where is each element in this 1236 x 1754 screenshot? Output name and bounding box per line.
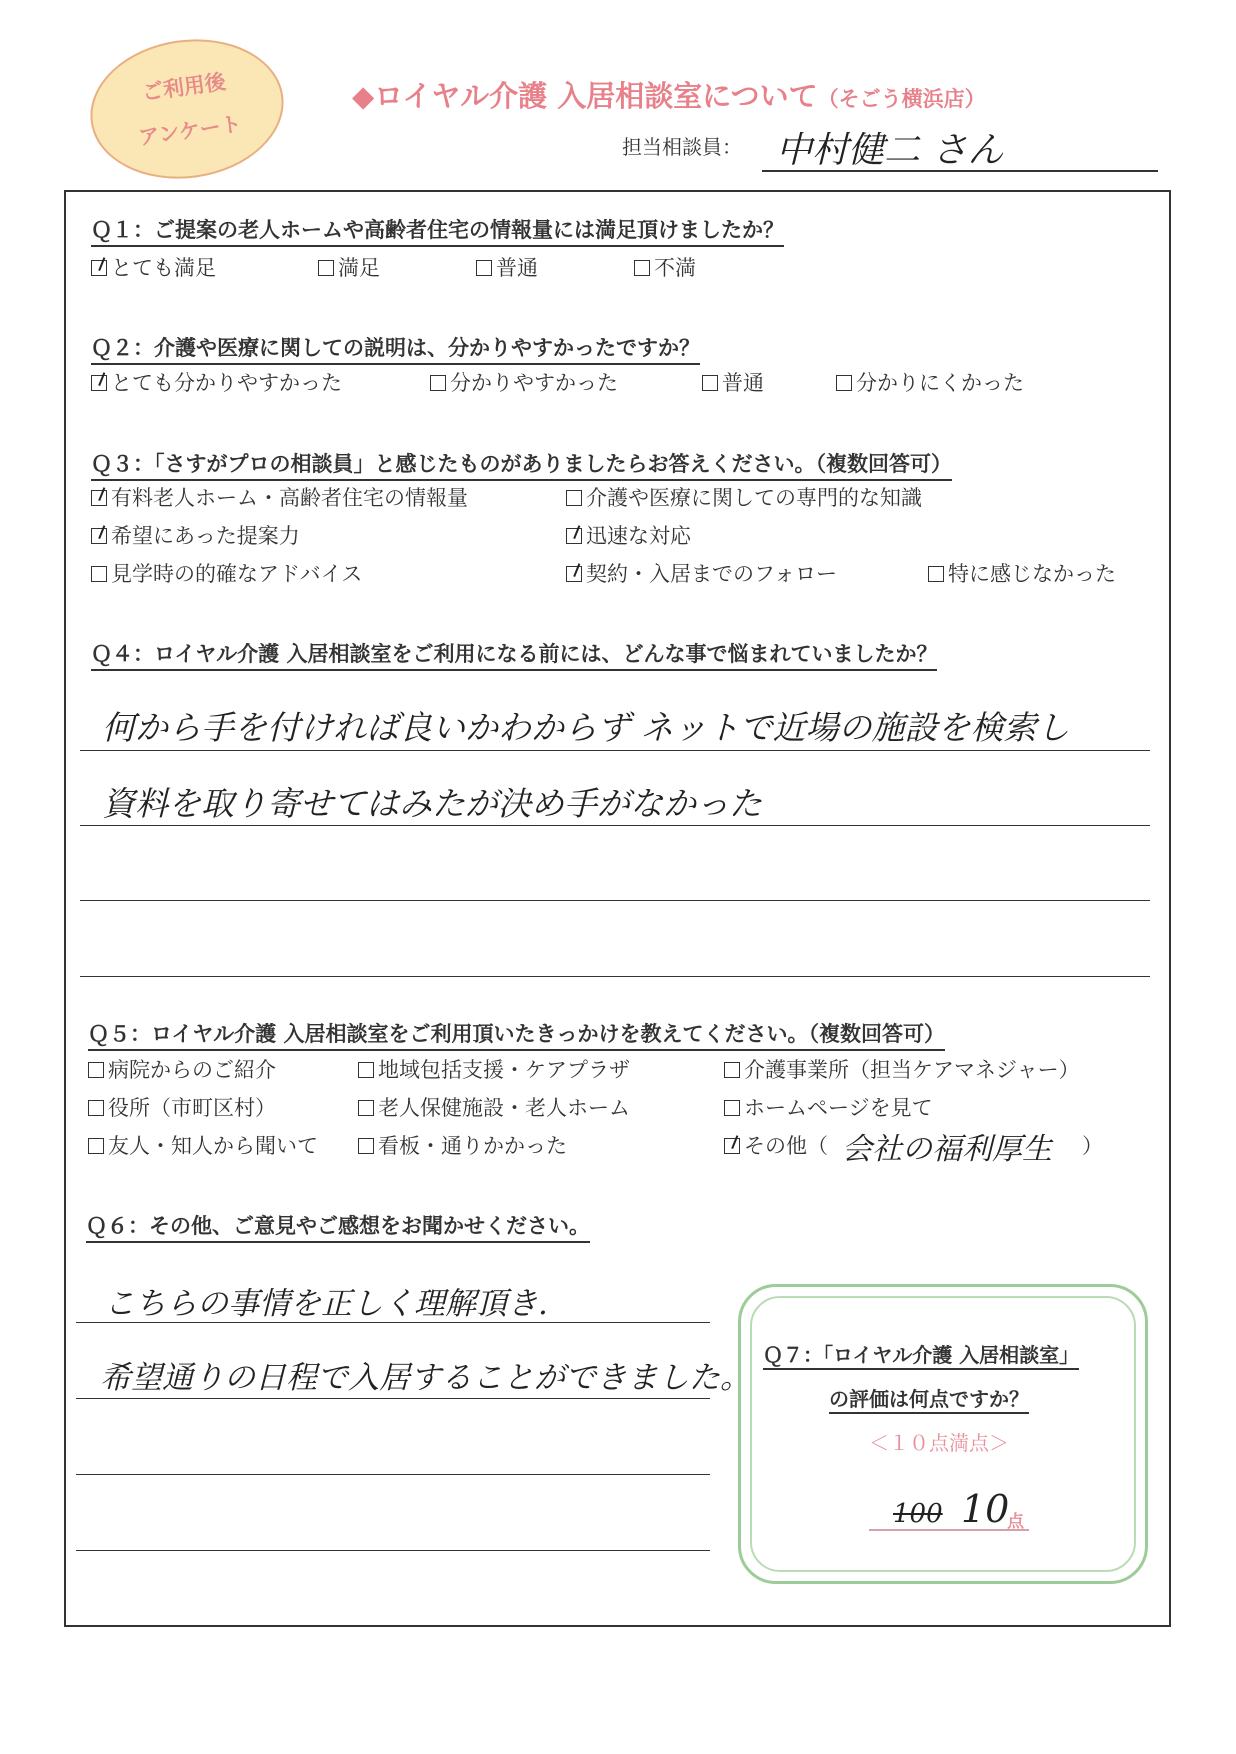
checkbox[interactable] xyxy=(702,375,718,391)
q5-other-close-paren: ） xyxy=(1082,1134,1103,1158)
option-label: 介護や医療に関しての専門的な知識 xyxy=(586,486,922,510)
q5-option[interactable] xyxy=(724,1058,1080,1082)
answer-rule xyxy=(76,1398,710,1399)
option-label: 満足 xyxy=(338,256,380,280)
option-label: 迅速な対応 xyxy=(586,524,691,548)
checkbox[interactable] xyxy=(91,528,107,544)
q3-option[interactable] xyxy=(566,562,837,586)
q2-option[interactable] xyxy=(91,371,342,395)
checkbox[interactable] xyxy=(476,260,492,276)
checkbox[interactable] xyxy=(318,260,334,276)
survey-badge xyxy=(81,27,292,191)
q7-scale: ＜１０点満点＞ xyxy=(869,1431,1009,1455)
checkbox[interactable] xyxy=(358,1138,374,1154)
checkbox[interactable] xyxy=(88,1100,104,1116)
option-label: 友人・知人から聞いて xyxy=(108,1134,318,1158)
q1-option[interactable] xyxy=(634,256,696,280)
checkbox[interactable] xyxy=(566,490,582,506)
option-label: 役所（市町区村） xyxy=(108,1096,276,1120)
checkbox[interactable] xyxy=(724,1138,740,1154)
answer-rule xyxy=(76,1474,710,1475)
option-label: 普通 xyxy=(496,256,538,280)
checkbox[interactable] xyxy=(91,566,107,582)
answer-rule xyxy=(76,1322,710,1323)
q1-option[interactable] xyxy=(91,256,216,280)
checkbox[interactable] xyxy=(566,566,582,582)
q3-option[interactable] xyxy=(91,524,300,548)
option-label: ホームページを見て xyxy=(744,1096,933,1120)
option-label: 老人保健施設・老人ホーム xyxy=(378,1096,630,1120)
q3-option[interactable] xyxy=(928,562,1116,586)
q5-option[interactable] xyxy=(724,1096,933,1120)
q7-score[interactable]: 10 xyxy=(961,1487,1010,1531)
answer-rule xyxy=(80,825,1150,826)
staff-underline xyxy=(762,170,1158,172)
checkbox[interactable] xyxy=(724,1062,740,1078)
answer-rule xyxy=(80,976,1150,977)
q6-answer-line-1[interactable]: こちらの事情を正しく理解頂き. xyxy=(104,1286,548,1322)
q5-option[interactable] xyxy=(88,1134,318,1158)
option-label: 地域包括支援・ケアプラザ xyxy=(378,1058,630,1082)
q7-score-struck: 100 xyxy=(893,1499,943,1529)
checkbox[interactable] xyxy=(724,1100,740,1116)
checkbox[interactable] xyxy=(634,260,650,276)
staff-name-handwritten: 中村健二 さん xyxy=(776,130,1004,171)
option-label: とても分かりやすかった xyxy=(111,371,342,395)
option-label: 介護事業所（担当ケアマネジャー） xyxy=(744,1058,1080,1082)
q5-option[interactable] xyxy=(358,1134,567,1158)
title-store: （そごう横浜店） xyxy=(817,87,986,111)
q7-score-unit: 点 xyxy=(1007,1512,1024,1532)
checkbox[interactable] xyxy=(836,375,852,391)
q1-question: Ｑ１：ご提案の老人ホームや高齢者住宅の情報量には満足頂けましたか？ xyxy=(91,214,784,247)
title-main: ◆ロイヤル介護 入居相談室について xyxy=(352,79,818,113)
option-label: 看板・通りかかった xyxy=(378,1134,567,1158)
q2-option[interactable] xyxy=(836,371,1024,395)
option-label: 病院からのご紹介 xyxy=(108,1058,276,1082)
q7-score-underline xyxy=(869,1529,1029,1531)
option-label: 有料老人ホーム・高齢者住宅の情報量 xyxy=(111,486,468,510)
checkbox[interactable] xyxy=(430,375,446,391)
answer-rule xyxy=(76,1550,710,1551)
option-label: 見学時の的確なアドバイス xyxy=(111,562,363,586)
option-label: 契約・入居までのフォロー xyxy=(586,562,837,586)
q5-question: Ｑ５：ロイヤル介護 入居相談室をご利用頂いたきっかけを教えてください。（複数回答可） xyxy=(88,1018,945,1051)
q3-option[interactable] xyxy=(91,562,362,586)
option-label: 分かりやすかった xyxy=(450,371,618,395)
staff-label: 担当相談員： xyxy=(622,135,742,159)
q1-option[interactable] xyxy=(318,256,380,280)
checkbox[interactable] xyxy=(91,375,107,391)
option-label: 特に感じなかった xyxy=(948,562,1116,586)
checkbox[interactable] xyxy=(358,1062,374,1078)
q7-question-line-2: の評価は何点ですか？ xyxy=(829,1383,1029,1414)
option-label: 分かりにくかった xyxy=(856,371,1024,395)
q2-question: Ｑ２：介護や医療に関しての説明は、分かりやすかったですか？ xyxy=(91,332,700,365)
q5-other-text[interactable]: 会社の福利厚生 xyxy=(842,1132,1052,1167)
checkbox[interactable] xyxy=(91,260,107,276)
checkbox[interactable] xyxy=(566,528,582,544)
q5-option[interactable] xyxy=(358,1058,630,1082)
q3-option[interactable] xyxy=(566,524,691,548)
q5-option-other[interactable] xyxy=(724,1134,828,1158)
q5-option[interactable] xyxy=(88,1096,276,1120)
badge-line-1: ご利用後 xyxy=(140,69,228,105)
option-label: とても満足 xyxy=(111,256,216,280)
q4-question: Ｑ４：ロイヤル介護 入居相談室をご利用になる前には、どんな事で悩まれていましたか？ xyxy=(91,638,937,671)
q1-option[interactable] xyxy=(476,256,538,280)
checkbox[interactable] xyxy=(88,1062,104,1078)
q7-question-line-1: Ｑ７：「ロイヤル介護 入居相談室」 xyxy=(763,1339,1079,1370)
option-label: その他（ xyxy=(744,1134,828,1158)
q6-question: Ｑ６：その他、ご意見やご感想をお聞かせください。 xyxy=(86,1210,590,1243)
option-label: 希望にあった提案力 xyxy=(111,524,300,548)
checkbox[interactable] xyxy=(928,566,944,582)
q4-answer-line-2[interactable]: 資料を取り寄せてはみたが決め手がなかった xyxy=(102,784,762,823)
q3-question: Ｑ３：「さすがプロの相談員」と感じたものがありましたらお答えください。（複数回答可） xyxy=(91,448,952,481)
option-label: 普通 xyxy=(722,371,764,395)
q7-rating-panel xyxy=(738,1284,1148,1584)
q4-answer-line-1[interactable]: 何から手を付ければ良いかわからず ネットで近場の施設を検索し xyxy=(102,708,1070,747)
q5-option[interactable] xyxy=(358,1096,630,1120)
checkbox[interactable] xyxy=(88,1138,104,1154)
q6-answer-line-2[interactable]: 希望通りの日程で入居することができました。 xyxy=(100,1360,751,1396)
badge-line-2: アンケート xyxy=(137,111,244,150)
q2-option[interactable] xyxy=(430,371,618,395)
answer-rule xyxy=(80,750,1150,751)
q3-option[interactable] xyxy=(566,486,922,510)
q5-option[interactable] xyxy=(88,1058,276,1082)
option-label: 不満 xyxy=(654,256,696,280)
answer-rule xyxy=(80,900,1150,901)
checkbox[interactable] xyxy=(358,1100,374,1116)
page-title xyxy=(352,74,986,115)
q2-option[interactable] xyxy=(702,371,764,395)
checkbox[interactable] xyxy=(91,490,107,506)
q3-option[interactable] xyxy=(91,486,468,510)
